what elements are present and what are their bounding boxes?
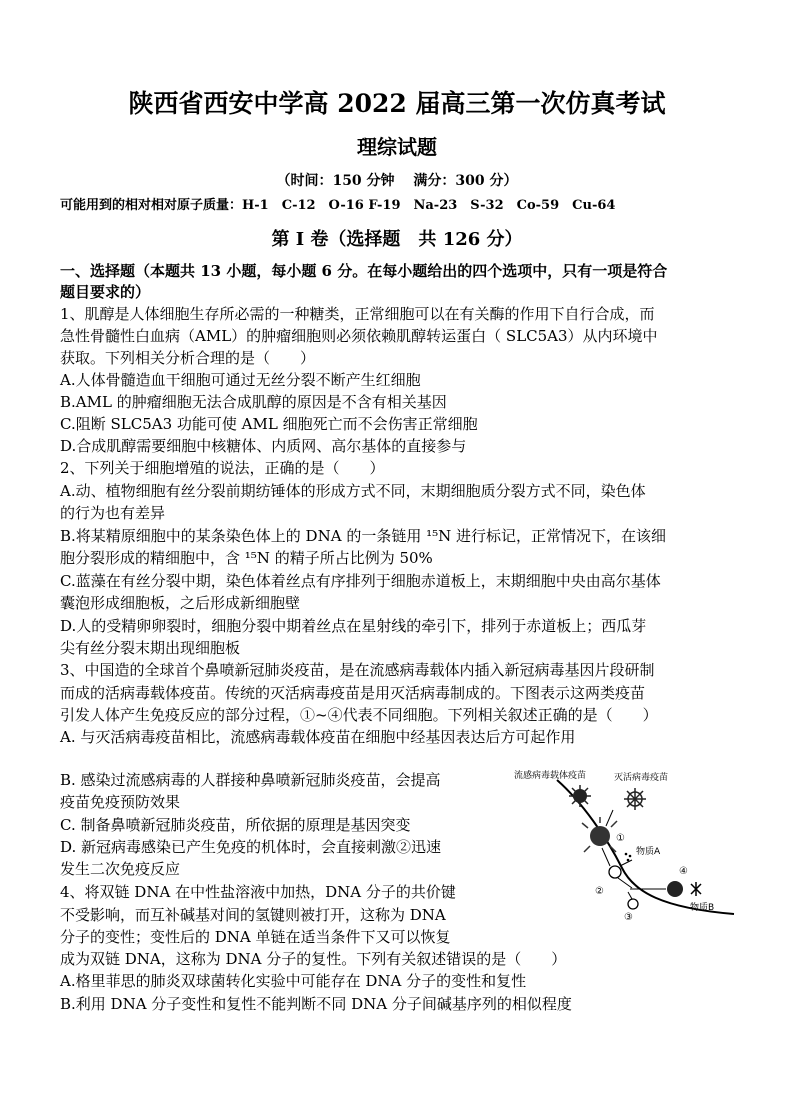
q1-option-d: D.合成肌醇需要细胞中核糖体、内质网、高尔基体的直接参与: [60, 437, 467, 455]
q2-option-b: B.将某精原细胞中的某条染色体上的 DNA 的一条链用 ¹⁵N 进行标记，正常情况下，在该细: [60, 527, 667, 545]
arrow: [606, 810, 613, 826]
substance-a-dots: [625, 853, 632, 862]
q4-option-b: B.利用 DNA 分子变性和复性不能判断不同 DNA 分子间碱基序列的相似程度: [60, 995, 572, 1013]
q2-option-d-cont: 尖有丝分裂末期出现细胞板: [60, 639, 241, 657]
cell-2-label: ②: [595, 886, 604, 897]
q2-option-c-cont: 囊泡形成细胞板，之后形成新细胞壁: [60, 594, 301, 612]
exam-subtitle: 理综试题: [357, 135, 437, 159]
q3-option-a: A. 与灭活病毒疫苗相比，流感病毒载体疫苗在细胞中经基因表达后方可起作用: [60, 728, 576, 746]
atomic-masses: 可能用到的相对相对原子质量：H-1 C-12 O-16 F-19 Na-23 S-32 Co-59 Cu-64: [60, 198, 616, 213]
q1-option-c: C.阻断 SLC5A3 功能可使 AML 细胞死亡而不会伤害正常细胞: [60, 415, 478, 433]
q3-stem: 引发人体产生免疫反应的部分过程，①~④代表不同细胞。下列相关叙述正确的是（ ）: [60, 706, 658, 724]
arrow: [628, 892, 632, 899]
q1-option-a: A.人体骨髓造血干细胞可通过无丝分裂不断产生红细胞: [60, 371, 421, 389]
q1-option-b: B.AML 的肿瘤细胞无法合成肌醇的原因是不含有相关基因: [60, 393, 447, 411]
cell-4-label: ④: [679, 866, 688, 877]
q3-option-b-cont: 疫苗免疫预防效果: [60, 793, 181, 811]
exam-title: 陕西省西安中学高 2022 届高三第一次仿真考试: [128, 89, 666, 118]
q2-option-a-cont: 的行为也有差异: [60, 504, 166, 522]
immune-response-figure: [512, 768, 742, 923]
cell-3-icon: [628, 899, 638, 909]
q4-stem: 分子的变性；变性后的 DNA 单链在适当条件下又可以恢复: [60, 928, 451, 946]
flu-virus-icon: [569, 785, 591, 807]
q4-stem: 不受影响，而互补碱基对间的氢键则被打开，这称为 DNA: [60, 906, 446, 924]
substance-a-label: 物质A: [636, 847, 661, 857]
q3-stem: 而成的活病毒载体疫苗。传统的灭活病毒疫苗是用灭活病毒制成的。下图表示这两类疫苗: [60, 684, 646, 702]
cell-2-icon: [609, 866, 621, 878]
q2-option-a: A.动、植物细胞有丝分裂前期纺锤体的形成方式不同，末期细胞质分裂方式不同，染色体: [60, 482, 646, 500]
volume-title: 第 Ⅰ 卷（选择题 共 126 分）: [271, 229, 523, 250]
q3-option-d: D. 新冠病毒感染已产生免疫的机体时，会直接刺激②迅速: [60, 838, 442, 856]
section-heading-cont: 题目要求的）: [60, 283, 151, 301]
q1-stem: 急性骨髓性白血病（AML）的肿瘤细胞则必须依赖肌醇转运蛋白（ SLC5A3）从内环境中: [60, 327, 658, 345]
inactivated-vaccine-label: 灭活病毒疫苗: [614, 773, 669, 783]
q2-option-b-cont: 胞分裂形成的精细胞中，含 ¹⁵N 的精子所占比例为 50%: [60, 549, 433, 567]
cell-4-icon: [667, 881, 683, 897]
q4-stem: 成为双链 DNA，这称为 DNA 分子的复性。下列有关叙述错误的是（ ）: [60, 950, 567, 968]
inactivated-virus-icon: [624, 788, 646, 810]
q3-stem: 3、中国造的全球首个鼻喷新冠肺炎疫苗，是在流感病毒载体内插入新冠病毒基因片段研制: [60, 661, 655, 679]
q2-option-c: C.蓝藻在有丝分裂中期，染色体着丝点有序排列于细胞赤道板上，末期细胞中央由高尔基体: [60, 572, 661, 590]
cell-3-label: ③: [624, 912, 633, 923]
substance-b-label: 物质B: [690, 903, 715, 913]
q1-stem: 1、肌醇是人体细胞生存所必需的一种糖类，正常细胞可以在有关酶的作用下自行合成，而: [60, 305, 655, 323]
q2-option-d: D.人的受精卵卵裂时，细胞分裂中期着丝点在星射线的牵引下，排列于赤道板上；西瓜芽: [60, 617, 647, 635]
q4-option-a: A.格里菲思的肺炎双球菌转化实验中可能存在 DNA 分子的变性和复性: [60, 972, 527, 990]
q2-stem: 2、下列关于细胞增殖的说法，正确的是（ ）: [60, 459, 385, 477]
time-info: （时间：150 分钟 满分：300 分）: [276, 173, 518, 189]
q1-stem: 获取。下列相关分析合理的是（ ）: [60, 349, 316, 367]
section-heading: 一、选择题（本题共 13 小题，每小题 6 分。在每小题给出的四个选项中，只有一项是符合: [60, 262, 668, 280]
substance-b-icon: [691, 882, 701, 896]
cell-1-label: ①: [616, 833, 625, 844]
q3-option-b: B. 感染过流感病毒的人群接种鼻喷新冠肺炎疫苗，会提高: [60, 771, 441, 789]
q3-option-c: C. 制备鼻喷新冠肺炎疫苗，所依据的原理是基因突变: [60, 816, 411, 834]
arrow: [602, 848, 610, 866]
q3-option-d-cont: 发生二次免疫反应: [60, 860, 181, 878]
arrow: [620, 860, 632, 866]
cell-1-icon: [582, 817, 617, 852]
flu-vector-vaccine-label: 流感病毒载体疫苗: [514, 771, 587, 781]
q4-stem: 4、将双链 DNA 在中性盐溶液中加热，DNA 分子的共价键: [60, 883, 456, 901]
